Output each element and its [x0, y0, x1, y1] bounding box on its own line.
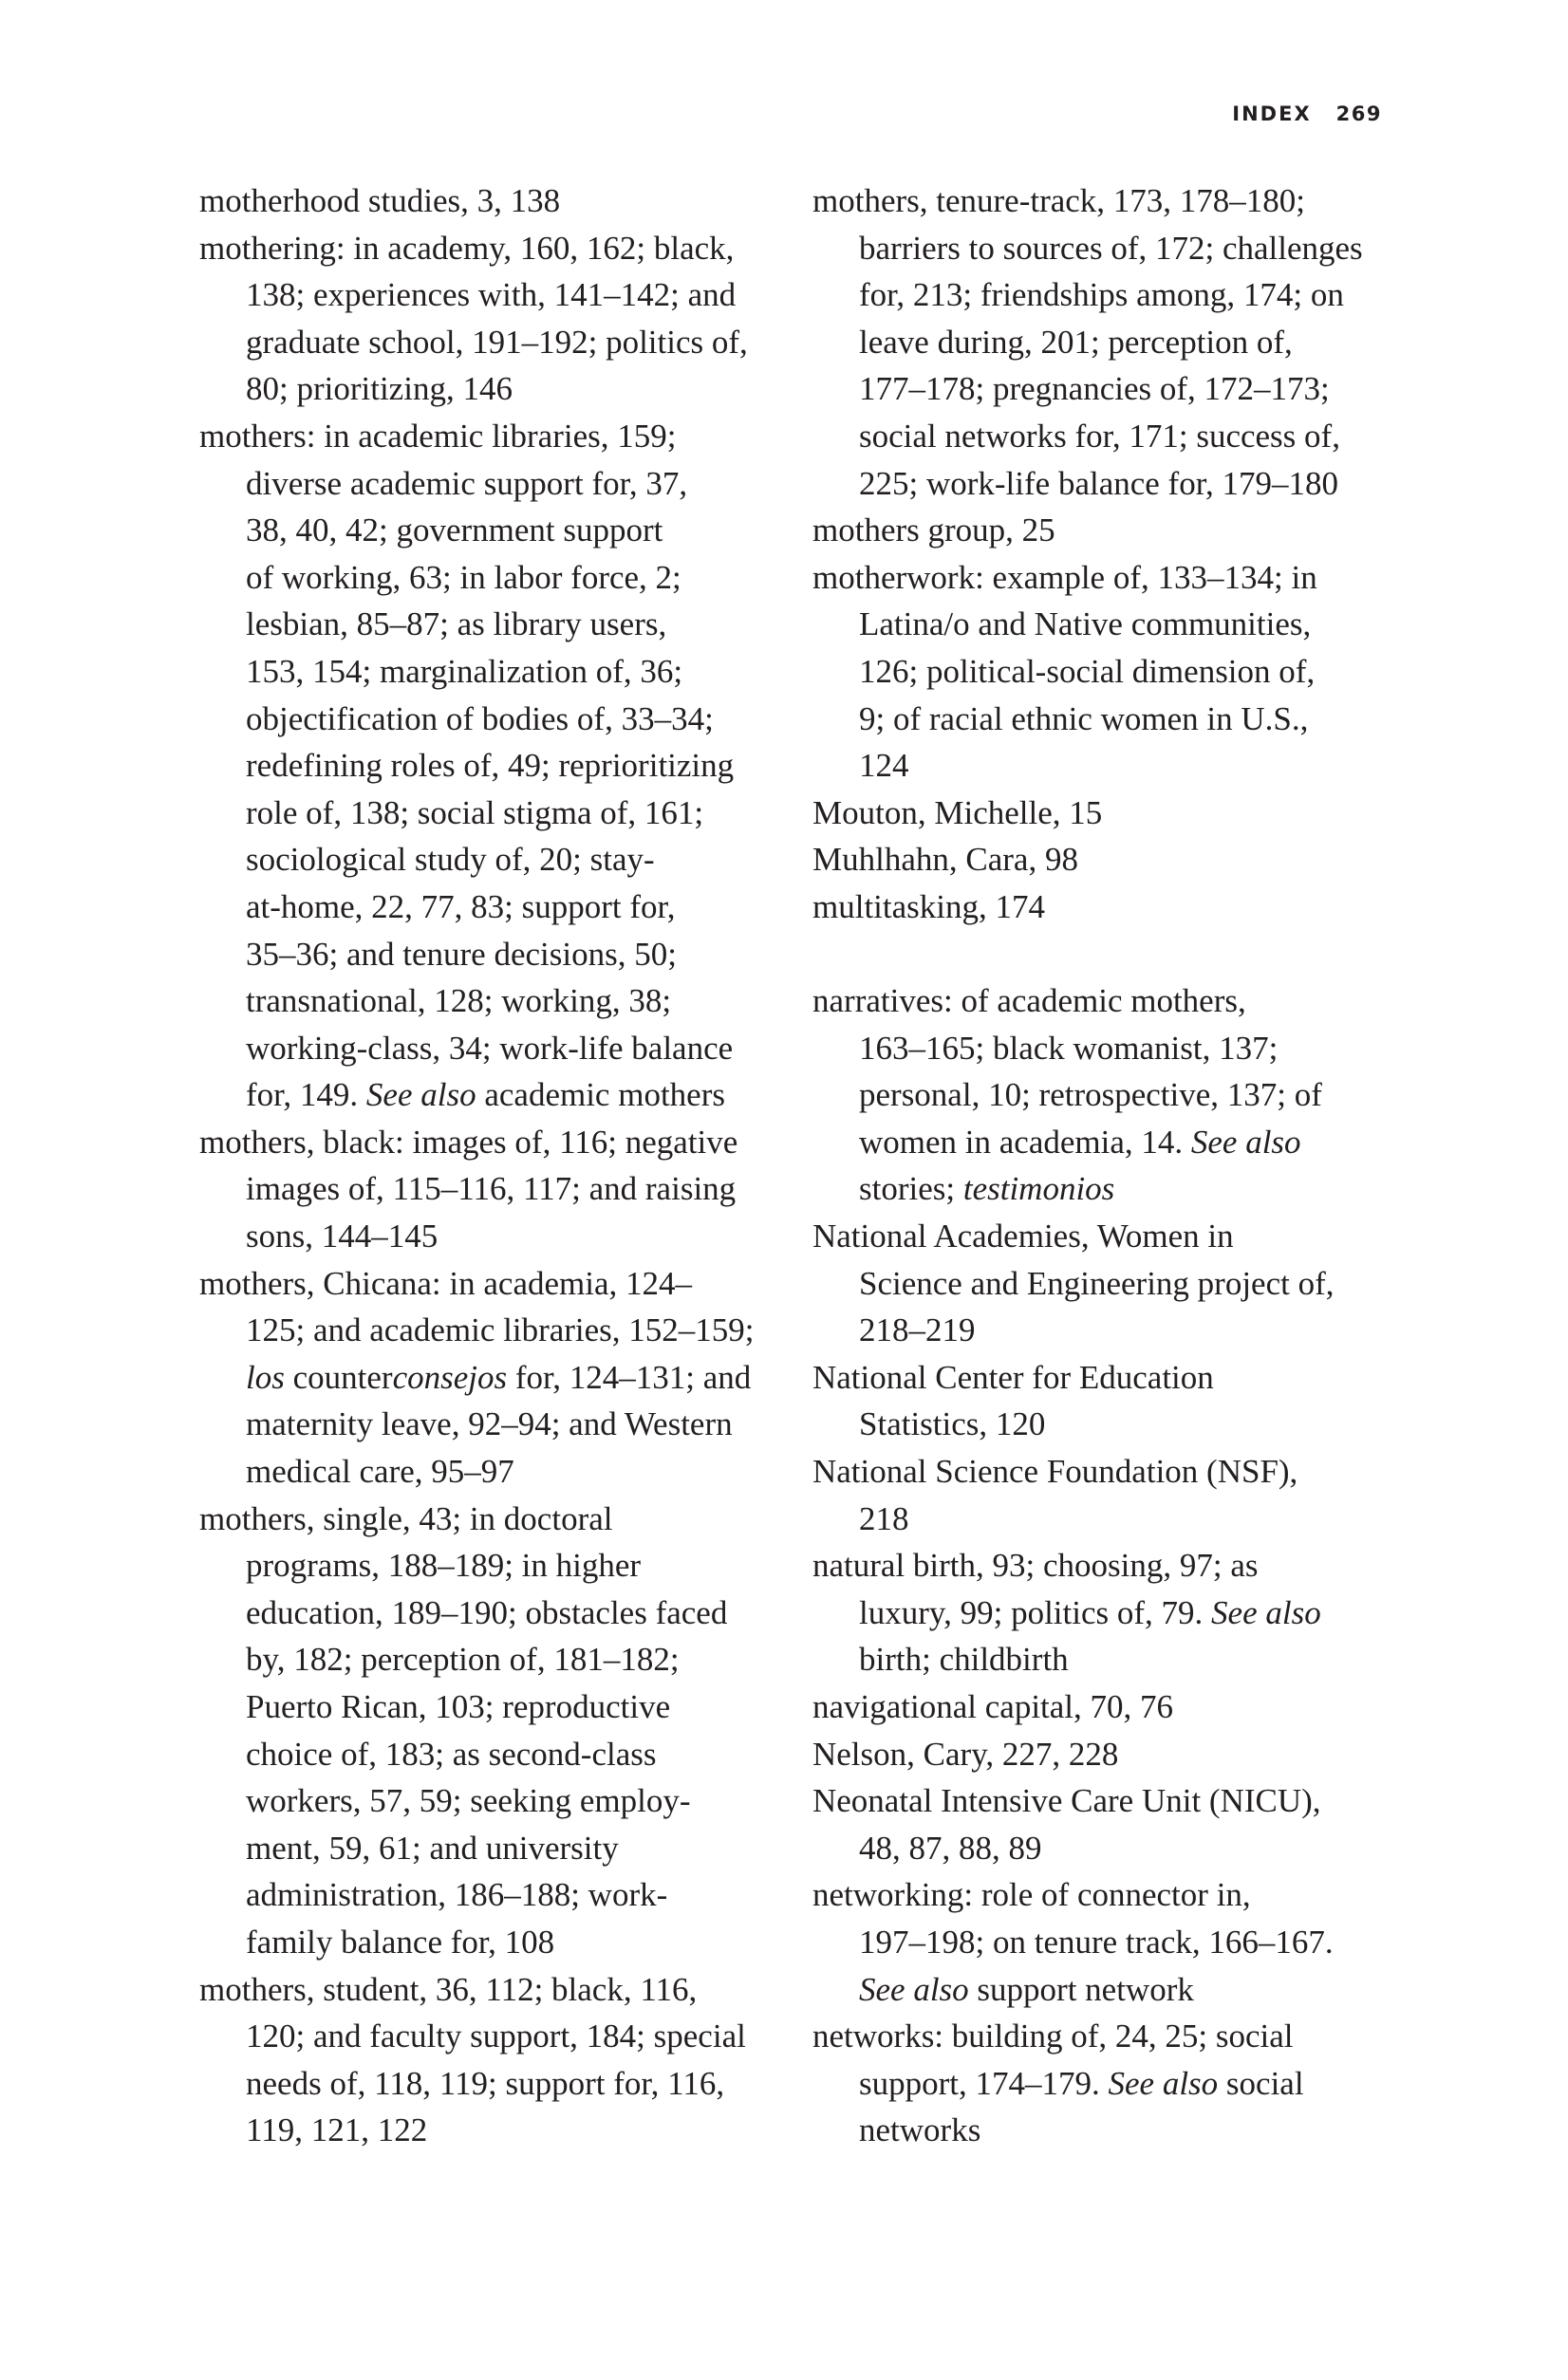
text: mothers: in academic libraries, 159;: [199, 417, 677, 455]
text: 38, 40, 42; government support: [246, 511, 663, 549]
index-entry: [812, 836, 1401, 883]
text: 126; political-social dimension of,: [859, 652, 1316, 690]
running-head: [1232, 102, 1382, 125]
text: networks: building of, 24, 25; social: [812, 2017, 1294, 2055]
text: 125; and academic libraries, 152–159;: [246, 1311, 755, 1349]
index-entry-continuation-line: [199, 931, 788, 978]
index-entry-continuation-line: [812, 460, 1401, 508]
text: Statistics, 120: [859, 1405, 1046, 1443]
index-entry-continuation-line: [199, 1354, 788, 1402]
text: National Academies, Women in: [812, 1218, 1234, 1255]
text: 124: [859, 747, 909, 785]
text: Puerto Rican, 103; reproductive: [246, 1688, 671, 1725]
text: personal, 10; retrospective, 137; of: [859, 1076, 1322, 1114]
index-entry-continuation-line: [199, 1213, 788, 1260]
index-entry-continuation-line: [199, 507, 788, 554]
index-entry-continuation-line: [199, 977, 788, 1025]
text: diverse academic support for, 37,: [246, 464, 688, 502]
text: narratives: of academic mothers,: [812, 982, 1246, 1020]
index-entry-heading-line: [812, 883, 1401, 931]
index-entry-continuation-line: [812, 1590, 1401, 1637]
text: workers, 57, 59; seeking employ-: [246, 1782, 691, 1820]
index-entry-continuation-line: [199, 1731, 788, 1778]
index-entry-continuation-line: [812, 1496, 1401, 1543]
text: barriers to sources of, 172; challenges: [859, 229, 1363, 267]
text: women in academia, 14.: [859, 1123, 1191, 1161]
text: birth; childbirth: [859, 1641, 1069, 1679]
index-entry-heading-line: [812, 1448, 1401, 1496]
italic-text: testimonios: [962, 1170, 1115, 1208]
text: lesbian, 85–87; as library users,: [246, 605, 667, 643]
index-entry-heading-line: [812, 836, 1401, 883]
text: Science and Engineering project of,: [859, 1264, 1335, 1302]
text: mothers, tenure-track, 173, 178–180;: [812, 182, 1306, 219]
index-entry-continuation-line: [812, 696, 1401, 743]
index-entry-continuation-line: [812, 1825, 1401, 1872]
index-entry-heading-line: [812, 1871, 1401, 1919]
text: mothers, single, 43; in doctoral: [199, 1499, 613, 1537]
text: 163–165; black womanist, 137;: [859, 1029, 1279, 1067]
index-entry-heading-line: [199, 1260, 788, 1308]
text: needs of, 118, 119; support for, 116,: [246, 2064, 725, 2102]
text: 197–198; on tenure track, 166–167.: [859, 1923, 1334, 1961]
text: mothers, Chicana: in academia, 124–: [199, 1264, 693, 1302]
index-entry-continuation-line: [199, 742, 788, 790]
index-entry-continuation-line: [199, 319, 788, 366]
italic-text: See also: [1211, 1593, 1321, 1631]
index-entry: [812, 1731, 1401, 1778]
text: National Science Foundation (NSF),: [812, 1453, 1298, 1491]
index-entry-continuation-line: [199, 1636, 788, 1683]
text: social: [1218, 2064, 1304, 2102]
index-entry-heading-line: [199, 225, 788, 272]
index-entry: [812, 1213, 1401, 1354]
index-entry-continuation-line: [812, 1071, 1401, 1119]
index-entry: [199, 1119, 788, 1260]
index-entry-continuation-line: [199, 1590, 788, 1637]
text: mothers, black: images of, 116; negative: [199, 1123, 738, 1161]
index-entry-continuation-line: [199, 696, 788, 743]
text: 35–36; and tenure decisions, 50;: [246, 935, 677, 973]
index-entry-continuation-line: [199, 601, 788, 648]
index-entry-continuation-line: [812, 1119, 1401, 1166]
text: luxury, 99; politics of, 79.: [859, 1593, 1212, 1631]
running-head-label: INDEX: [1232, 102, 1312, 125]
index-entry-continuation-line: [199, 2060, 788, 2108]
text: sociological study of, 20; stay-: [246, 841, 655, 879]
index-entry: [812, 507, 1401, 554]
index-entry-continuation-line: [812, 1636, 1401, 1683]
text: redefining roles of, 49; reprioritizing: [246, 747, 735, 785]
text: at-home, 22, 77, 83; support for,: [246, 887, 676, 925]
text: ment, 59, 61; and university: [246, 1829, 619, 1867]
index-entry-continuation-line: [199, 1919, 788, 1966]
index-entry-continuation-line: [199, 648, 788, 696]
text: 153, 154; marginalization of, 36;: [246, 652, 683, 690]
index-entry-heading-line: [199, 1119, 788, 1166]
text: family balance for, 108: [246, 1923, 555, 1961]
text: by, 182; perception of, 181–182;: [246, 1641, 680, 1679]
text: 9; of racial ethnic women in U.S.,: [859, 699, 1309, 737]
text: 80; prioritizing, 146: [246, 370, 513, 408]
text: Neonatal Intensive Care Unit (NICU),: [812, 1782, 1321, 1820]
text: images of, 115–116, 117; and raising: [246, 1170, 737, 1208]
index-entry-continuation-line: [199, 1777, 788, 1825]
text: 138; experiences with, 141–142; and: [246, 276, 737, 314]
index-entry-continuation-line: [812, 271, 1401, 319]
text: choice of, 183; as second-class: [246, 1735, 657, 1773]
text: for, 213; friendships among, 174; on: [859, 276, 1344, 314]
index-entry: [812, 1354, 1401, 1448]
text: 218–219: [859, 1311, 976, 1349]
index-entry-continuation-line: [199, 365, 788, 413]
text: working-class, 34; work-life balance: [246, 1029, 734, 1067]
text: support, 174–179.: [859, 2064, 1109, 2102]
index-entry-heading-line: [812, 1683, 1401, 1731]
index-entry-heading-line: [812, 1731, 1401, 1778]
index-entry-continuation-line: [812, 2060, 1401, 2108]
index-entry-continuation-line: [812, 1919, 1401, 1966]
text: 225; work-life balance for, 179–180: [859, 464, 1338, 502]
index-entry-continuation-line: [199, 554, 788, 602]
text: Latina/o and Native communities,: [859, 605, 1312, 643]
index-entry-continuation-line: [812, 1401, 1401, 1448]
text: networking: role of connector in,: [812, 1876, 1251, 1914]
text: for, 124–131; and: [507, 1358, 752, 1396]
text: Nelson, Cary, 227, 228: [812, 1735, 1119, 1773]
index-entry-heading-line: [812, 2013, 1401, 2060]
index-entry-continuation-line: [812, 1165, 1401, 1213]
text: objectification of bodies of, 33–34;: [246, 699, 714, 737]
text: for, 149.: [246, 1076, 366, 1114]
index-entry: [199, 1496, 788, 1966]
text: motherwork: example of, 133–134; in: [812, 558, 1317, 596]
italic-text: See also: [1190, 1123, 1301, 1161]
text: medical care, 95–97: [246, 1453, 514, 1491]
text: mothering: in academy, 160, 162; black,: [199, 229, 735, 267]
index-entry-continuation-line: [199, 1401, 788, 1448]
index-column-right: [812, 177, 1401, 2154]
text: 48, 87, 88, 89: [859, 1829, 1042, 1867]
text: social networks for, 171; success of,: [859, 417, 1340, 455]
index-entry-heading-line: [199, 177, 788, 225]
index-entry-continuation-line: [812, 319, 1401, 366]
text: counter: [284, 1358, 393, 1396]
index-entry-continuation-line: [812, 2107, 1401, 2154]
italic-text: See also: [1108, 2064, 1219, 2102]
index-entry-continuation-line: [199, 1025, 788, 1072]
index-entry-continuation-line: [199, 883, 788, 931]
index-entry: [812, 1871, 1401, 2013]
text: graduate school, 191–192; politics of,: [246, 323, 748, 361]
index-entry-heading-line: [199, 413, 788, 460]
index-entry-continuation-line: [812, 1260, 1401, 1308]
index-entry: [812, 554, 1401, 790]
text: sons, 144–145: [246, 1218, 439, 1255]
index-entry-continuation-line: [812, 365, 1401, 413]
index-entry-continuation-line: [199, 2013, 788, 2060]
index-entry-continuation-line: [199, 1071, 788, 1119]
text: navigational capital, 70, 76: [812, 1688, 1174, 1725]
letter-group-gap: [812, 931, 1401, 978]
text: stories;: [859, 1170, 963, 1208]
text: maternity leave, 92–94; and Western: [246, 1405, 733, 1443]
text: leave during, 201; perception of,: [859, 323, 1293, 361]
index-entry-continuation-line: [199, 460, 788, 508]
index-entry: [812, 2013, 1401, 2154]
index-entry-continuation-line: [812, 413, 1401, 460]
index-entry-continuation-line: [199, 1683, 788, 1731]
text: administration, 186–188; work-: [246, 1876, 668, 1914]
index-entry: [812, 883, 1401, 931]
text: mothers, student, 36, 112; black, 116,: [199, 1970, 698, 2008]
index-entry-heading-line: [812, 1777, 1401, 1825]
index-entry: [812, 177, 1401, 507]
index-entry-continuation-line: [199, 1871, 788, 1919]
index-entry-continuation-line: [812, 1307, 1401, 1354]
italic-text: See also: [859, 1970, 969, 2008]
index-entry-heading-line: [812, 177, 1401, 225]
index-entry-heading-line: [812, 977, 1401, 1025]
index-entry-heading-line: [812, 554, 1401, 602]
index-entry-heading-line: [812, 1213, 1401, 1260]
index-entry-heading-line: [812, 1542, 1401, 1590]
index-entry-heading-line: [812, 507, 1401, 554]
index-entry: [812, 790, 1401, 837]
italic-text: los: [246, 1358, 285, 1396]
index-entry: [812, 1683, 1401, 1731]
text: 120; and faculty support, 184; special: [246, 2017, 746, 2055]
index-entry-heading-line: [812, 1354, 1401, 1402]
text: transnational, 128; working, 38;: [246, 982, 672, 1020]
text: academic mothers: [476, 1076, 725, 1114]
text: role of, 138; social stigma of, 161;: [246, 793, 704, 831]
text: Muhlhahn, Cara, 98: [812, 841, 1078, 879]
index-entry-continuation-line: [199, 1542, 788, 1590]
index-entry-heading-line: [199, 1496, 788, 1543]
text: education, 189–190; obstacles faced: [246, 1593, 728, 1631]
index-entry-heading-line: [199, 1966, 788, 2014]
index-entry-continuation-line: [199, 836, 788, 883]
index-entry: [199, 177, 788, 225]
index-entry-continuation-line: [199, 2107, 788, 2154]
index-entry-continuation-line: [812, 648, 1401, 696]
text: motherhood studies, 3, 138: [199, 182, 561, 219]
index-entry: [199, 413, 788, 1119]
index-entry: [812, 1542, 1401, 1683]
index-entry-continuation-line: [812, 1966, 1401, 2014]
index-entry-continuation-line: [812, 1025, 1401, 1072]
italic-text: consejos: [392, 1358, 508, 1396]
text: 177–178; pregnancies of, 172–173;: [859, 370, 1330, 408]
index-entry: [199, 1966, 788, 2154]
index-entry-continuation-line: [199, 271, 788, 319]
italic-text: See also: [365, 1076, 476, 1114]
text: National Center for Education: [812, 1358, 1214, 1396]
index-entry-continuation-line: [812, 601, 1401, 648]
index-entry-heading-line: [812, 790, 1401, 837]
index-entry-continuation-line: [812, 742, 1401, 790]
text: natural birth, 93; choosing, 97; as: [812, 1547, 1259, 1585]
text: programs, 188–189; in higher: [246, 1547, 642, 1585]
text: support network: [968, 1970, 1194, 2008]
index-column-left: [199, 177, 788, 2154]
index-entry-continuation-line: [199, 1825, 788, 1872]
index-entry: [812, 1777, 1401, 1871]
text: 119, 121, 122: [246, 2111, 428, 2149]
text: networks: [859, 2111, 981, 2149]
index-entry-continuation-line: [199, 1448, 788, 1496]
index-entry-continuation-line: [199, 1307, 788, 1354]
text: of working, 63; in labor force, 2;: [246, 558, 681, 596]
text: 218: [859, 1499, 909, 1537]
index-entry-continuation-line: [199, 790, 788, 837]
text: multitasking, 174: [812, 887, 1045, 925]
text: mothers group, 25: [812, 511, 1055, 549]
page-number: 269: [1335, 102, 1382, 125]
index-entry: [812, 1448, 1401, 1542]
index-entry: [199, 1260, 788, 1496]
text: Mouton, Michelle, 15: [812, 793, 1103, 831]
index-entry-continuation-line: [199, 1165, 788, 1213]
index-entry: [199, 225, 788, 413]
index-entry: [812, 977, 1401, 1213]
index-entry-continuation-line: [812, 225, 1401, 272]
